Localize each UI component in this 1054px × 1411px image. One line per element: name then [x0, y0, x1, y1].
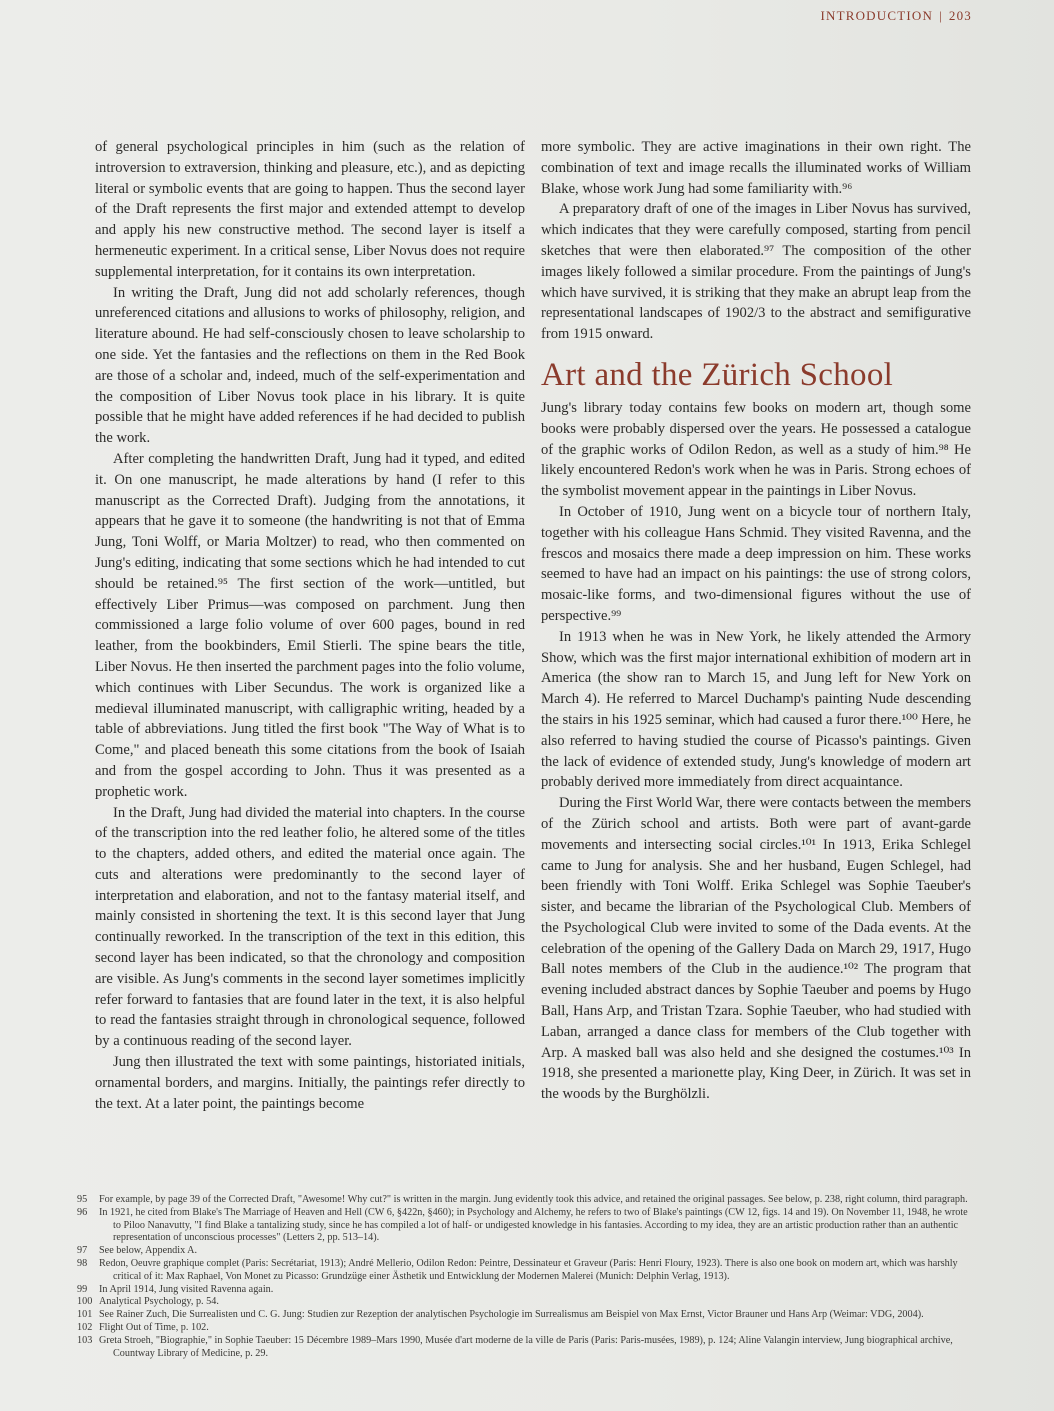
paragraph: A preparatory draft of one of the images in Liber Novus has survived, which indicates that they were carefully composed, starting from pencil sketches that were then elaborated.⁹⁷ The composition of the other images likely followed a similar procedure. From the paintings of Jung's which have survived, it is striking that they make an abrupt leap from the representational landscapes of 1902/3 to the abstract and semifigurative from 1915 onward.: [541, 201, 971, 343]
footnote-text: In 1921, he cited from Blake's The Marriage of Heaven and Hell (CW 6, §422n, §460); in Psychology and Alchemy, he refers to two of Blake's paintings (CW 12, figs. 14 and 19). On November 11, 1948, he wrote to Piloo Nanavutty, "I find Blake a tantalizing study, since he has compiled a lot of half- or undigested knowledge in his fantasies. According to my idea, they are an artistic production rather than an authentic representation of unconscious processes" (Letters 2, pp. 513–14).: [99, 1206, 968, 1244]
paragraph: more symbolic. They are active imaginations in their own right. The combination of text and image recalls the illuminated works of William Blake, whose work Jung had some familiarity with.⁹⁶: [541, 139, 971, 197]
footnotes: [77, 1194, 971, 1360]
running-head-separator: |: [939, 8, 943, 23]
paragraph: Jung then illustrated the text with some paintings, historiated initials, ornamental borders, and margins. Initially, the paintings refer directly to the text. At a later point, the paintings become: [95, 1054, 525, 1112]
footnote-text: See below, Appendix A.: [99, 1245, 198, 1257]
footnote-text: Analytical Psychology, p. 54.: [99, 1296, 219, 1308]
footnote-text: Flight Out of Time, p. 102.: [99, 1321, 209, 1333]
footnote-text: Redon, Oeuvre graphique complet (Paris: Secrétariat, 1913); André Mellerio, Odilon Redon: Peintre, Dessinateur et Graveur (Paris: Henri Floury, 1923). There is also one book on modern art, which was harshly critical of it: Max Raphael, Von Monet zu Picasso: Grundzüge einer Ästhetik und Entwicklung der Modernen Malerei (Munich: Delphin Verlag, 1913).: [99, 1257, 958, 1282]
running-head-section: INTRODUCTION: [820, 8, 934, 23]
footnote: 101 See Rainer Zuch, Die Surrealisten und C. G. Jung: Studien zur Rezeption der analytischen Psychologie im Surrealismus am Beispiel von Max Ernst, Victor Brauner und Hans Arp (Weimar: VDG, 2004).: [77, 1309, 924, 1321]
footnote: 98 Redon, Oeuvre graphique complet (Paris: Secrétariat, 1913); André Mellerio, Odilon Redon: Peintre, Dessinateur et Graveur (Paris: Henri Floury, 1923). There is also one book on modern art, which was harshly critical of it: Max Raphael, Von Monet zu Picasso: Grundzüge einer Ästhetik und Entwicklung der Modernen Malerei (Munich: Delphin Verlag, 1913).: [77, 1257, 958, 1282]
footnote: 103 Greta Stroeh, "Biographie," in Sophie Taeuber: 15 Décembre 1989–Mars 1990, Musée d'art moderne de la ville de Paris (Paris: Paris-musées, 1989), p. 124; Aline Valangin interview, Jung biographical archive, Countway Library of Medicine, p. 29.: [77, 1334, 953, 1359]
footnote-text: See Rainer Zuch, Die Surrealisten und C. G. Jung: Studien zur Rezeption der analytischen Psychologie im Surrealismus am Beispiel von Max Ernst, Victor Brauner und Hans Arp (Weimar: VDG, 2004).: [99, 1309, 924, 1321]
footnote-text: For example, by page 39 of the Corrected Draft, "Awesome! Why cut?" is written in the margin. Jung evidently took this advice, and retained the original passages. See below, p. 238, right column, third paragraph.: [99, 1194, 968, 1205]
paragraph: of general psychological principles in him (such as the relation of introversion to extraversion, thinking and pleasure, etc.), and as depicting literal or symbolic events that are going to happen. Thus the second layer of the Draft represents the first major and extended attempt to develop and apply his new constructive method. The second layer is itself a hermeneutic experiment. In a critical sense, Liber Novus does not require supplemental interpretation, for it contains its own interpretation.: [95, 139, 525, 280]
paragraph: Jung's library today contains few books on modern art, though some books were probably dispersed over the years. He possessed a catalogue of the graphic works of Odilon Redon, as well as a study of him.⁹⁸ He likely encountered Redon's work when he was in Paris. Strong echoes of the symbolist movement appear in the paintings in Liber Novus.: [541, 399, 971, 500]
page-number: 203: [948, 8, 972, 23]
left-column: [95, 137, 525, 1177]
paragraph: In 1913 when he was in New York, he likely attended the Armory Show, which was the first major international exhibition of modern art in America (the show ran to March 15, and Jung left for New York on March 4). He referred to Marcel Duchamp's painting Nude descending the stairs in his 1925 seminar, which had caused a furor there.¹⁰⁰ Here, he also referred to having studied the course of Picasso's paintings. Given the lack of evidence of extended study, Jung's knowledge of modern art probably derived more immediately from direct acquaintance.: [541, 628, 971, 791]
paragraph: In writing the Draft, Jung did not add scholarly references, though unreferenced citations and allusions to works of philosophy, religion, and literature abound. He had self-consciously chosen to leave scholarship to one side. Yet the fantasies and the reflections on them in the Red Book are those of a scholar and, indeed, much of the self-experimentation and the composition of Liber Novus took place in his library. It is quite possible that he might have added references if he had decided to publish the work.: [95, 284, 525, 447]
paragraph: After completing the handwritten Draft, Jung had it typed, and edited it. On one manuscript, he made alterations by hand (I refer to this manuscript as the Corrected Draft). Judging from the annotations, it appears that he gave it to someone (the handwriting is not that of Emma Jung, Toni Wolff, or Maria Moltzer) to read, who then commented on Jung's editing, indicating that some sections which he had intended to cut should be retained.⁹⁵ The first section of the work—untitled, but effectively Liber Primus—was composed on parchment. Jung then commissioned a large folio volume of over 600 pages, bound in red leather, from the bookbinders, Emil Stierli. The spine bears the title, Liber Novus. He then inserted the parchment pages into the folio volume, which continues with Liber Secundus. The work is organized like a medieval illuminated manuscript, with calligraphic writing, headed by a table of abbreviations. Jung titled the first book "The Way of What is to Come," and placed beneath this some citations from the book of Isaiah and from the gospel according to John. Thus it was presented as a prophetic work.: [95, 450, 525, 800]
footnote: 99 In April 1914, Jung visited Ravenna again.: [77, 1283, 274, 1295]
running-head: [820, 8, 972, 24]
body-columns: [95, 137, 971, 1177]
footnote: 100 Analytical Psychology, p. 54.: [77, 1296, 219, 1308]
section-heading: Art and the Zürich School: [541, 356, 894, 393]
footnote: 97 See below, Appendix A.: [77, 1245, 198, 1257]
footnote: 96 In 1921, he cited from Blake's The Marriage of Heaven and Hell (CW 6, §422n, §460); in Psychology and Alchemy, he refers to two of Blake's paintings (CW 12, figs. 14 and 19). On November 11, 1948, he wrote to Piloo Nanavutty, "I find Blake a tantalizing study, since he has compiled a lot of half- or undigested knowledge in his fantasies. According to my idea, they are an artistic production rather than an authentic representation of unconscious processes" (Letters 2, pp. 513–14).: [77, 1206, 968, 1244]
paragraph: In the Draft, Jung had divided the material into chapters. In the course of the transcription into the red leather folio, he altered some of the titles to the chapters, added others, and edited the material once again. The cuts and alterations were predominantly to the second layer of interpretation and elaboration, and not to the fantasy material itself, and mainly consisted in shortening the text. It is this second layer that Jung continually reworked. In the transcription of the text in this edition, this second layer has been indicated, so that the chronology and composition are visible. As Jung's comments in the second layer sometimes implicitly refer forward to fantasies that are found later in the text, it is also helpful to read the fantasies straight through in chronological sequence, followed by a continuous reading of the second layer.: [95, 804, 525, 1050]
footnote-text: Greta Stroeh, "Biographie," in Sophie Taeuber: 15 Décembre 1989–Mars 1990, Musée d'art moderne de la ville de Paris (Paris: Paris-musées, 1989), p. 124; Aline Valangin interview, Jung biographical archive, Countway Library of Medicine, p. 29.: [99, 1334, 953, 1359]
footnote: 95 For example, by page 39 of the Corrected Draft, "Awesome! Why cut?" is written in the margin. Jung evidently took this advice, and retained the original passages. See below, p. 238, right column, third paragraph.: [77, 1194, 968, 1205]
paragraph: During the First World War, there were contacts between the members of the Zürich school and artists. Both were part of avant-garde movements and intersecting social circles.¹⁰¹ In 1913, Erika Schlegel came to Jung for analysis. She and her husband, Eugen Schlegel, had been friendly with Toni Wolff. Erika Schlegel was Sophie Taeuber's sister, and became the librarian of the Psychological Club. Members of the Psychological Club were invited to some of the Dada events. At the celebration of the opening of the Gallery Dada on March 29, 1917, Hugo Ball notes members of the Club in the audience.¹⁰² The program that evening included abstract dances by Sophie Taeuber and poems by Hugo Ball, Hans Arp, and Tristan Tzara. Sophie Taeuber, who had studied with Laban, arranged a dance class for members of the Club together with Arp. A masked ball was also held and she designed the costumes.¹⁰³ In 1918, she presented a marionette play, King Deer, in Zürich. It was set in the woods by the Burghölzli.: [541, 795, 971, 1103]
footnote: 102 Flight Out of Time, p. 102.: [77, 1321, 209, 1333]
footnote-text: In April 1914, Jung visited Ravenna again.: [99, 1283, 274, 1295]
paragraph: In October of 1910, Jung went on a bicycle tour of northern Italy, together with his colleague Hans Schmid. They visited Ravenna, and the frescos and mosaics there made a deep impression on him. These works seemed to have had an impact on his paintings: the use of strong colors, mosaic-like forms, and two-dimensional figures without the use of perspective.⁹⁹: [541, 503, 971, 624]
right-column: [541, 137, 971, 1177]
